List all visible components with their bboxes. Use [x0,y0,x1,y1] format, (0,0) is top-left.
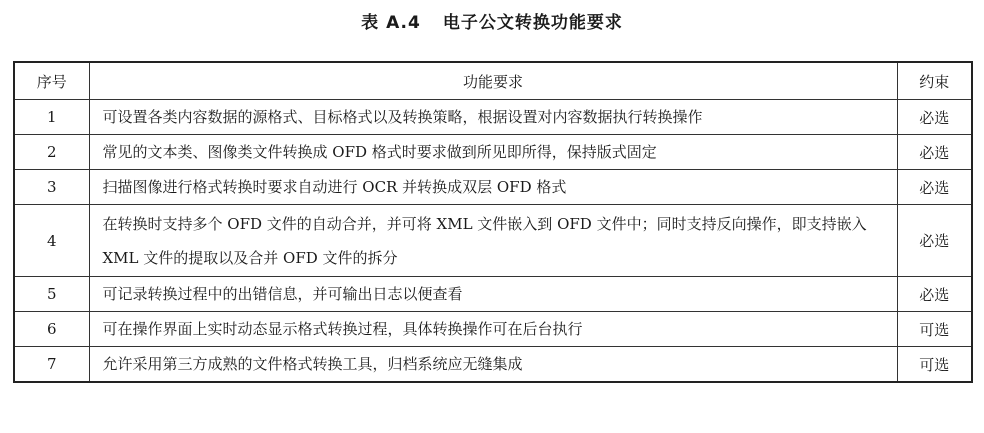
requirements-table [13,61,973,383]
row-constraint: 必选 [897,205,972,277]
row-requirement: 在转换时支持多个 OFD 文件的自动合并，并可将 XML 文件嵌入到 OFD 文件中；同时支持反向操作，即支持嵌入 XML 文件的提取以及合并 OFD 文件的拆分 [89,205,897,277]
row-requirement: 扫描图像进行格式转换时要求自动进行 OCR 并转换成双层 OFD 格式 [89,170,897,205]
row-index: 2 [14,135,89,170]
table-row [14,100,972,135]
table-caption [0,8,984,33]
row-constraint: 必选 [897,135,972,170]
header-row [14,62,972,100]
row-index: 7 [14,347,89,383]
header-requirement: 功能要求 [89,62,897,100]
row-requirement: 可在操作界面上实时动态显示格式转换过程，具体转换操作可在后台执行 [89,312,897,347]
table-number: 表 A.4 [361,13,421,33]
table-row [14,135,972,170]
row-requirement: 允许采用第三方成熟的文件格式转换工具，归档系统应无缝集成 [89,347,897,383]
header-index: 序号 [14,62,89,100]
row-index: 4 [14,205,89,277]
row-index: 1 [14,100,89,135]
table-row [14,170,972,205]
row-index: 6 [14,312,89,347]
row-index: 3 [14,170,89,205]
table-row [14,205,972,277]
table-row [14,312,972,347]
table-row [14,347,972,383]
row-constraint: 必选 [897,100,972,135]
row-constraint: 可选 [897,347,972,383]
row-requirement: 常见的文本类、图像类文件转换成 OFD 格式时要求做到所见即所得，保持版式固定 [89,135,897,170]
row-index: 5 [14,277,89,312]
row-constraint: 必选 [897,170,972,205]
row-constraint: 可选 [897,312,972,347]
row-requirement: 可设置各类内容数据的源格式、目标格式以及转换策略，根据设置对内容数据执行转换操作 [89,100,897,135]
row-constraint: 必选 [897,277,972,312]
table-row [14,277,972,312]
row-requirement: 可记录转换过程中的出错信息，并可输出日志以便查看 [89,277,897,312]
table-title: 电子公文转换功能要求 [442,13,623,33]
header-constraint: 约束 [897,62,972,100]
